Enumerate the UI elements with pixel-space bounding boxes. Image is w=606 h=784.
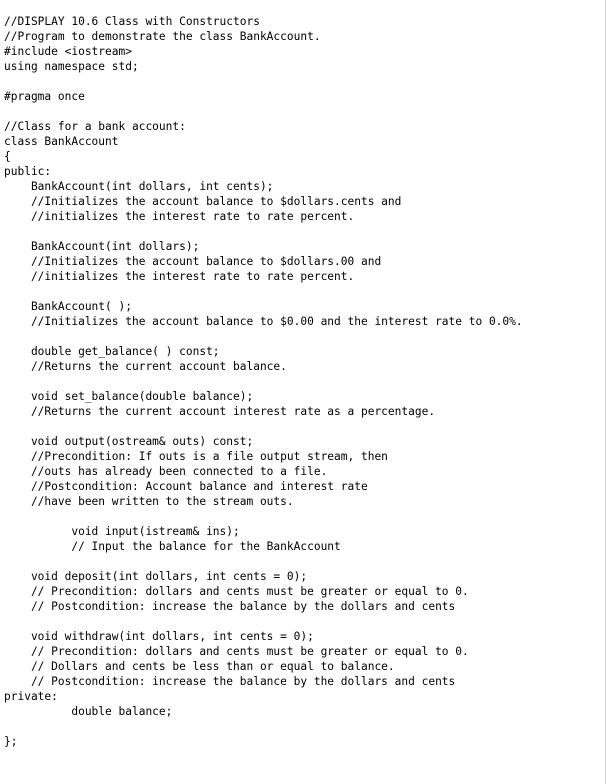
- code-line: void input(istream& ins);: [4, 525, 240, 538]
- code-line: //Program to demonstrate the class BankAccount.: [4, 30, 321, 43]
- source-code: [4, 14, 523, 749]
- code-line: using namespace std;: [4, 60, 139, 73]
- code-line: //Initializes the account balance to $0.00 and the interest rate to 0.0%.: [4, 315, 523, 328]
- code-line: // Precondition: dollars and cents must be greater or equal to 0.: [4, 645, 469, 658]
- code-line: // Dollars and cents be less than or equal to balance.: [4, 660, 395, 673]
- code-line: [4, 419, 523, 434]
- code-line: [4, 284, 523, 299]
- code-line: #pragma once: [4, 90, 85, 103]
- code-line: //initializes the interest rate to rate percent.: [4, 210, 355, 223]
- code-line: BankAccount( );: [4, 300, 132, 313]
- code-line: //Postcondition: Account balance and interest rate: [4, 480, 368, 493]
- code-line: BankAccount(int dollars);: [4, 240, 200, 253]
- code-line: [4, 224, 523, 239]
- code-line: //Precondition: If outs is a file output stream, then: [4, 450, 388, 463]
- code-line: [4, 329, 523, 344]
- code-line: //have been written to the stream outs.: [4, 495, 294, 508]
- code-line: public:: [4, 165, 52, 178]
- code-line: void deposit(int dollars, int cents = 0);: [4, 570, 308, 583]
- code-line: //outs has already been connected to a file.: [4, 465, 328, 478]
- code-line: void output(ostream& outs) const;: [4, 435, 254, 448]
- code-line: //Initializes the account balance to $dollars.00 and: [4, 255, 382, 268]
- code-line: double balance;: [4, 705, 173, 718]
- code-line: //DISPLAY 10.6 Class with Constructors: [4, 15, 260, 28]
- code-line: [4, 719, 523, 734]
- code-line: [4, 614, 523, 629]
- code-line: BankAccount(int dollars, int cents);: [4, 180, 274, 193]
- code-line: [4, 104, 523, 119]
- code-line: //initializes the interest rate to rate percent.: [4, 270, 355, 283]
- code-line: private:: [4, 690, 58, 703]
- code-line: void withdraw(int dollars, int cents = 0);: [4, 630, 314, 643]
- code-line: //Returns the current account balance.: [4, 360, 287, 373]
- code-line: // Precondition: dollars and cents must be greater or equal to 0.: [4, 585, 469, 598]
- code-line: double get_balance( ) const;: [4, 345, 220, 358]
- code-line: //Initializes the account balance to $dollars.cents and: [4, 195, 402, 208]
- code-line: class BankAccount: [4, 135, 119, 148]
- code-line: #include <iostream>: [4, 45, 132, 58]
- code-line: // Input the balance for the BankAccount: [4, 540, 341, 553]
- code-line: };: [4, 735, 18, 748]
- code-line: [4, 374, 523, 389]
- code-line: [4, 509, 523, 524]
- code-line: void set_balance(double balance);: [4, 390, 254, 403]
- code-line: //Class for a bank account:: [4, 120, 186, 133]
- code-line: // Postcondition: increase the balance by the dollars and cents: [4, 600, 456, 613]
- code-line: // Postcondition: increase the balance by the dollars and cents: [4, 675, 456, 688]
- code-line: //Returns the current account interest rate as a percentage.: [4, 405, 436, 418]
- code-line: {: [4, 150, 11, 163]
- code-line: [4, 74, 523, 89]
- code-line: [4, 554, 523, 569]
